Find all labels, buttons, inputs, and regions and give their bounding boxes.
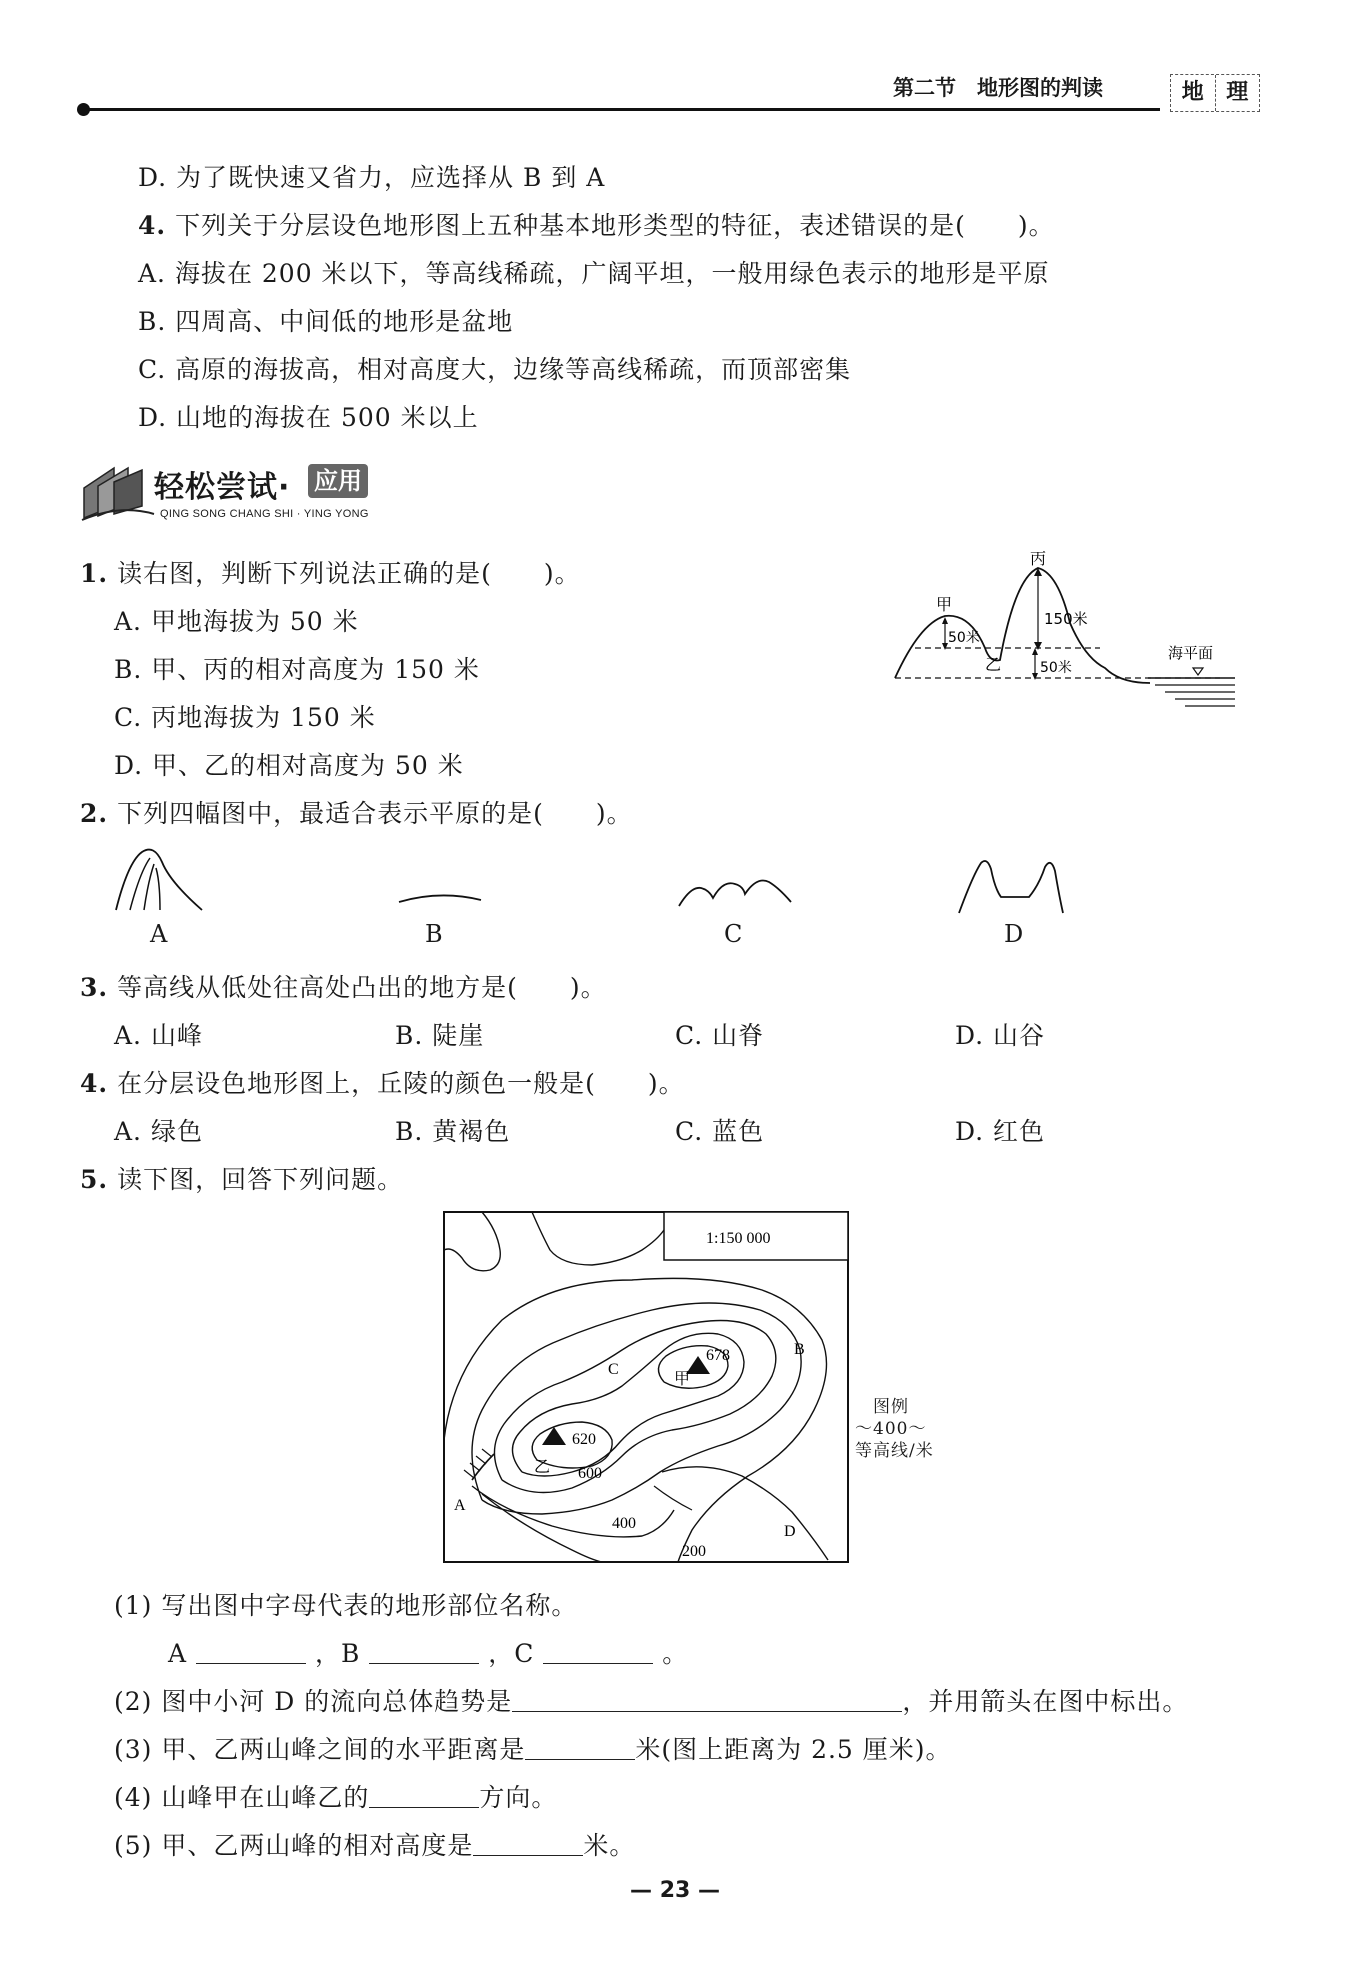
- legend-title: 图例: [873, 1397, 909, 1417]
- label-jia: 甲: [936, 595, 953, 614]
- sub-question-text-end: 方向。: [479, 1783, 558, 1812]
- answer-blank-relative-height[interactable]: [473, 1829, 583, 1856]
- map-letter-a: A: [454, 1497, 466, 1514]
- subject-badge: [1170, 74, 1260, 112]
- blank-label-a: A: [168, 1639, 188, 1668]
- question-text: 读右图，判断下列说法正确的是( )。: [117, 559, 581, 588]
- question-text: 下列关于分层设色地形图上五种基本地形类型的特征，表述错误的是( )。: [175, 211, 1055, 240]
- section-banner: [80, 460, 410, 530]
- label-sea-level: 海平面: [1168, 644, 1214, 662]
- terrain-sketch-d: [955, 855, 1065, 917]
- question-text: 在分层设色地形图上，丘陵的颜色一般是( )。: [117, 1069, 685, 1098]
- sub-question-text-end: 米。: [583, 1831, 636, 1860]
- question-number: 1.: [80, 559, 109, 588]
- sub-question-5: [114, 1826, 635, 1862]
- option-c: C. 蓝色: [675, 1117, 765, 1146]
- option-b: B. 四周高、中间低的地形是盆地: [138, 307, 514, 336]
- elevation-profile-figure: [890, 548, 1240, 728]
- figure-label-c: C: [724, 920, 744, 948]
- banner-subtitle: QING SONG CHANG SHI · YING YONG: [160, 508, 369, 520]
- option-b: B. 甲、丙的相对高度为 150 米: [114, 655, 480, 684]
- option-b: B. 黄褐色: [395, 1117, 511, 1146]
- question-text: 读下图，回答下列问题。: [117, 1165, 404, 1194]
- contour-map: [442, 1210, 852, 1566]
- legend-symbol: 〜400〜: [855, 1419, 927, 1439]
- banner-title: 轻松尝试·: [154, 470, 291, 505]
- option-b: B. 陡崖: [395, 1021, 485, 1050]
- blank-label-c: ，C: [488, 1639, 535, 1668]
- question-number: 4.: [80, 1069, 109, 1098]
- peak-yi-name: 乙: [534, 1457, 551, 1476]
- contour-label-200: 200: [682, 1543, 706, 1560]
- sub-question-text: (5) 甲、乙两山峰的相对高度是: [114, 1831, 474, 1860]
- sub-question-text-end: ，并用箭头在图中标出。: [902, 1687, 1189, 1716]
- subject-char-1: 地: [1181, 80, 1204, 105]
- option-a: A. 海拔在 200 米以下，等高线稀疏，广阔平坦，一般用绿色表示的地形是平原: [138, 259, 1050, 288]
- contour-label-600: 600: [578, 1465, 602, 1482]
- answer-blank-b[interactable]: [369, 1637, 479, 1664]
- prev-option-d: D. 为了既快速又省力，应选择从 B 到 A: [138, 163, 606, 192]
- option-a: A. 甲地海拔为 50 米: [114, 607, 359, 636]
- peak-jia-value: 678: [706, 1347, 730, 1364]
- blank-label-b: ，B: [314, 1639, 361, 1668]
- label-50m-b: 50米: [1040, 660, 1072, 676]
- figure-label-b: B: [425, 920, 444, 948]
- map-letter-b: B: [794, 1341, 805, 1358]
- question-2: [80, 794, 633, 830]
- legend-text: 等高线/米: [855, 1441, 934, 1461]
- option-d: D. 山谷: [955, 1021, 1046, 1050]
- answer-blank-river-direction[interactable]: [512, 1685, 902, 1712]
- sub-question-text: (2) 图中小河 D 的流向总体趋势是: [114, 1687, 513, 1716]
- sub-question-1: (1) 写出图中字母代表的地形部位名称。: [114, 1591, 578, 1620]
- question-5: [80, 1160, 403, 1196]
- question-text: 下列四幅图中，最适合表示平原的是( )。: [117, 799, 633, 828]
- option-a: A. 绿色: [114, 1117, 203, 1146]
- option-c: C. 山脊: [675, 1021, 765, 1050]
- option-d: D. 甲、乙的相对高度为 50 米: [114, 751, 464, 780]
- peak-jia-name: 甲: [674, 1369, 691, 1388]
- option-d: D. 山地的海拔在 500 米以上: [138, 403, 479, 432]
- option-c: C. 高原的海拔高，相对高度大，边缘等高线稀疏，而顶部密集: [138, 355, 852, 384]
- question-number: 2.: [80, 799, 109, 828]
- label-50m-a: 50米: [948, 630, 980, 646]
- sub-question-text: (3) 甲、乙两山峰之间的水平距离是: [114, 1735, 526, 1764]
- label-yi: 乙: [985, 655, 1002, 674]
- question-number: 4.: [138, 211, 167, 240]
- sub-question-2: [114, 1682, 1188, 1718]
- subject-char-2: 理: [1215, 75, 1260, 111]
- question-text: 等高线从低处往高处凸出的地方是( )。: [117, 973, 607, 1002]
- option-a: A. 山峰: [114, 1021, 203, 1050]
- sub-question-text: (4) 山峰甲在山峰乙的: [114, 1783, 370, 1812]
- option-c: C. 丙地海拔为 150 米: [114, 703, 376, 732]
- sub-question-3: [114, 1730, 952, 1766]
- map-scale: 1:150 000: [706, 1230, 771, 1247]
- section-title: 第二节 地形图的判读: [893, 76, 1103, 100]
- option-d: D. 红色: [955, 1117, 1046, 1146]
- answer-blank-distance[interactable]: [525, 1733, 635, 1760]
- peak-yi-value: 620: [572, 1431, 596, 1448]
- question-3: [80, 968, 607, 1004]
- question-number: 3.: [80, 973, 109, 1002]
- terrain-profile: [895, 568, 1150, 683]
- question-number: 5.: [80, 1165, 109, 1194]
- answer-blank-c[interactable]: [543, 1637, 653, 1664]
- label-150m: 150米: [1044, 610, 1088, 628]
- map-letter-d: D: [784, 1523, 796, 1540]
- banner-tag: 应用: [308, 464, 368, 498]
- contour-label-400: 400: [612, 1515, 636, 1532]
- header-rule: [80, 108, 1160, 111]
- answer-blank-direction[interactable]: [369, 1781, 479, 1808]
- figure-label-a: A: [150, 920, 169, 948]
- sea-level-marker: [1193, 668, 1203, 675]
- figure-label-d: D: [1004, 920, 1025, 948]
- page-number: — 23 —: [630, 1878, 720, 1903]
- blank-end: 。: [662, 1639, 689, 1668]
- terrain-sketch-a: [110, 842, 210, 914]
- sub-question-text-end: 米(图上距离为 2.5 厘米)。: [635, 1735, 952, 1764]
- question-4-prev: [138, 206, 1055, 242]
- question-1: [80, 554, 581, 590]
- question-4: [80, 1064, 685, 1100]
- sub-question-4: [114, 1778, 557, 1814]
- terrain-sketch-c: [675, 872, 795, 912]
- books-icon: [80, 460, 160, 522]
- answer-blank-a[interactable]: [196, 1637, 306, 1664]
- label-bing: 丙: [1030, 549, 1047, 568]
- terrain-sketch-b: [395, 888, 485, 908]
- sub-question-1-blanks: [168, 1634, 688, 1670]
- map-letter-c: C: [608, 1361, 619, 1378]
